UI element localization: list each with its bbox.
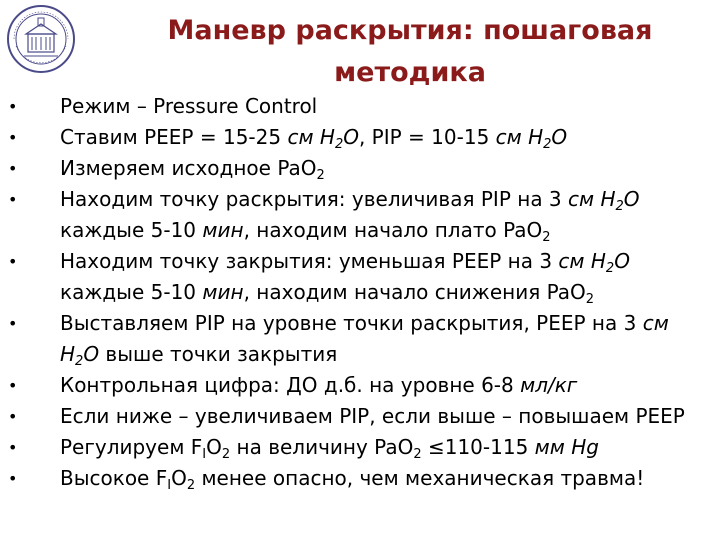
title-line-2: методика <box>334 57 486 88</box>
list-item: • Регулируем $F_IO_2$ на величину PaO$_2$ ≤110-115 мм Hg <box>8 432 720 463</box>
bullet-icon: • <box>8 438 18 457</box>
bullet-icon: • <box>8 97 18 116</box>
bullet-icon: • <box>8 128 18 147</box>
list-item: • Находим точку закрытия: уменьшая PEEP на 3 см $H_2O$ каждые 5-10 мин, находим начало снижения PaO$_2$ <box>8 246 720 308</box>
list-item: • Ставим PEEP = 15-25 см $H_2O$, PIP = 10-15 см $H_2O$ <box>8 122 720 153</box>
list-item: • Контрольная цифра: ДО д.б. на уровне 6-8 мл/кг <box>8 370 720 401</box>
university-seal-icon <box>6 4 76 74</box>
bullet-icon: • <box>8 407 18 426</box>
bullet-icon: • <box>8 376 18 395</box>
bullet-icon: • <box>8 159 18 178</box>
slide-title <box>120 10 700 94</box>
list-item: • Находим точку раскрытия: увеличивая PIP на 3 см $H_2O$ каждые 5-10 мин, находим начало плато PaO$_2$ <box>8 184 720 246</box>
bullet-icon: • <box>8 252 18 271</box>
bullet-icon: • <box>8 314 18 333</box>
bullet-icon: • <box>8 469 18 488</box>
list-item: • Если ниже – увеличиваем PIP, если выше – повышаем PEEP <box>8 401 720 432</box>
list-item: • Режим – Pressure Control <box>8 91 720 122</box>
list-item: • Измеряем исходное PaO$_2$ <box>8 153 720 184</box>
bullet-list <box>8 91 720 494</box>
list-item: • Высокое $F_IO_2$ менее опасно, чем механическая травма! <box>8 463 720 494</box>
title-line-1: Маневр раскрытия: пошаговая <box>167 15 653 46</box>
bullet-icon: • <box>8 190 18 209</box>
list-item: • Выставляем PIP на уровне точки раскрытия, PEEP на 3 см $H_2O$ выше точки закрытия <box>8 308 720 370</box>
